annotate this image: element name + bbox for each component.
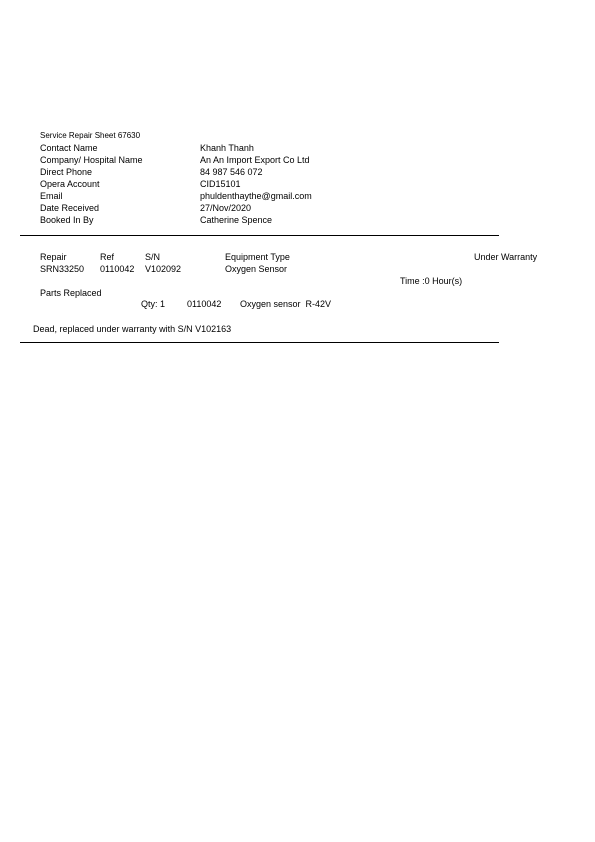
column-header-repair: Repair xyxy=(40,252,67,262)
divider-bottom xyxy=(20,342,499,343)
cell-equipment-type: Oxygen Sensor xyxy=(225,264,288,274)
field-label-opera-account: Opera Account xyxy=(40,179,100,189)
column-header-ref: Ref xyxy=(100,252,115,262)
field-label-company: Company/ Hospital Name xyxy=(40,155,143,165)
part-description: Oxygen sensor R-42V xyxy=(240,299,332,309)
part-number: 0110042 xyxy=(187,299,222,309)
column-header-sn: S/N xyxy=(145,252,161,262)
field-value-contact-name: Khanh Thanh xyxy=(200,143,254,153)
field-value-direct-phone: 84 987 546 072 xyxy=(200,167,263,177)
field-value-company: An An Import Export Co Ltd xyxy=(200,155,310,165)
divider-top xyxy=(20,235,499,236)
field-value-date-received: 27/Nov/2020 xyxy=(200,203,252,213)
sheet-title: Service Repair Sheet 67630 xyxy=(40,131,141,140)
field-value-booked-in-by: Catherine Spence xyxy=(200,215,273,225)
parts-replaced-heading: Parts Replaced xyxy=(40,288,102,298)
column-header-under-warranty: Under Warranty xyxy=(474,252,538,262)
field-label-email: Email xyxy=(40,191,63,201)
field-label-direct-phone: Direct Phone xyxy=(40,167,93,177)
part-quantity: Qty: 1 xyxy=(141,299,166,309)
column-header-equipment-type: Equipment Type xyxy=(225,252,290,262)
field-label-booked-in-by: Booked In By xyxy=(40,215,94,225)
repair-time: Time :0 Hour(s) xyxy=(400,276,463,286)
field-label-date-received: Date Received xyxy=(40,203,100,213)
field-label-contact-name: Contact Name xyxy=(40,143,98,153)
cell-ref: 0110042 xyxy=(100,264,135,274)
field-value-email: phuldenthaythe@gmail.com xyxy=(200,191,312,201)
repair-notes: Dead, replaced under warranty with S/N V102163 xyxy=(33,324,232,334)
cell-sn: V102092 xyxy=(145,264,182,274)
cell-repair: SRN33250 xyxy=(40,264,85,274)
field-value-opera-account: CID15101 xyxy=(200,179,241,189)
